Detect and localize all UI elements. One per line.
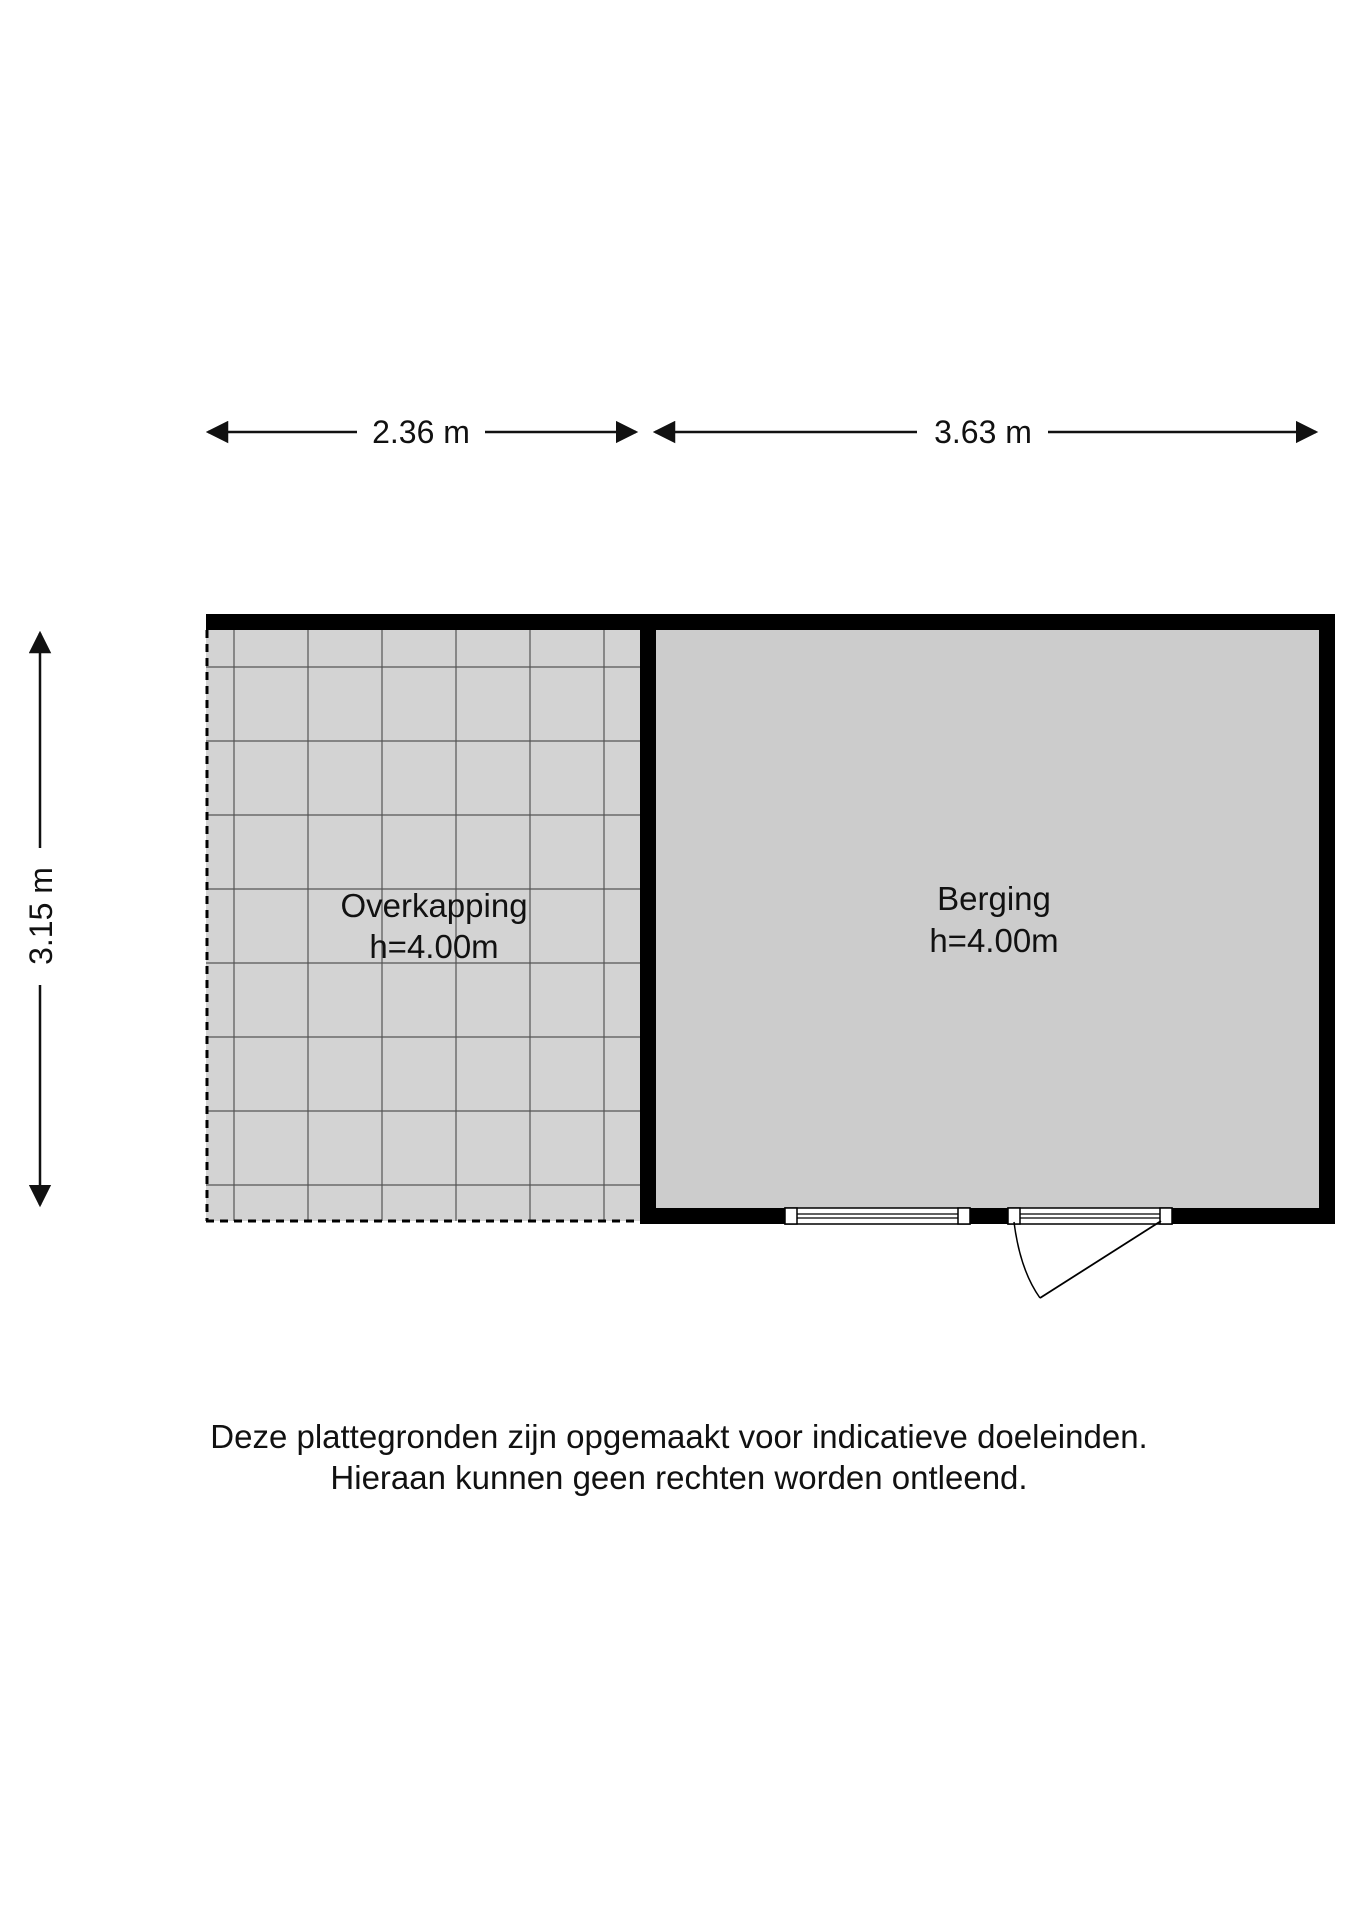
- room-overkapping: [206, 626, 640, 1221]
- room-berging: [656, 630, 1319, 1208]
- dimension-overkapping-width: [208, 414, 636, 450]
- door-swing-arc: [1014, 1222, 1040, 1298]
- room-name-overkapping: Overkapping: [340, 887, 528, 924]
- wall-top: [206, 614, 1334, 630]
- disclaimer-line-1: Deze plattegronden zijn opgemaakt voor indicatieve doeleinden.: [210, 1418, 1148, 1455]
- dimension-label-height: 3.15 m: [23, 867, 59, 965]
- dimension-label-overkapping: 2.36 m: [372, 414, 470, 450]
- room-height-berging: h=4.00m: [929, 922, 1059, 959]
- wall-right: [1319, 614, 1335, 1224]
- wall-bottom-mid: [970, 1208, 1008, 1224]
- wall-middle: [640, 614, 656, 1224]
- dimension-height: [23, 633, 59, 1205]
- dimension-label-berging: 3.63 m: [934, 414, 1032, 450]
- room-height-overkapping: h=4.00m: [369, 928, 499, 965]
- door: [1008, 1208, 1172, 1298]
- room-name-berging: Berging: [937, 880, 1051, 917]
- door-leaf: [1040, 1221, 1161, 1298]
- berging-floor: [656, 630, 1319, 1208]
- dimension-berging-width: [655, 414, 1316, 450]
- wall-bottom-left: [640, 1208, 785, 1224]
- disclaimer-line-2: Hieraan kunnen geen rechten worden ontleend.: [330, 1459, 1028, 1496]
- wall-bottom-right: [1172, 1208, 1335, 1224]
- window: [785, 1208, 970, 1224]
